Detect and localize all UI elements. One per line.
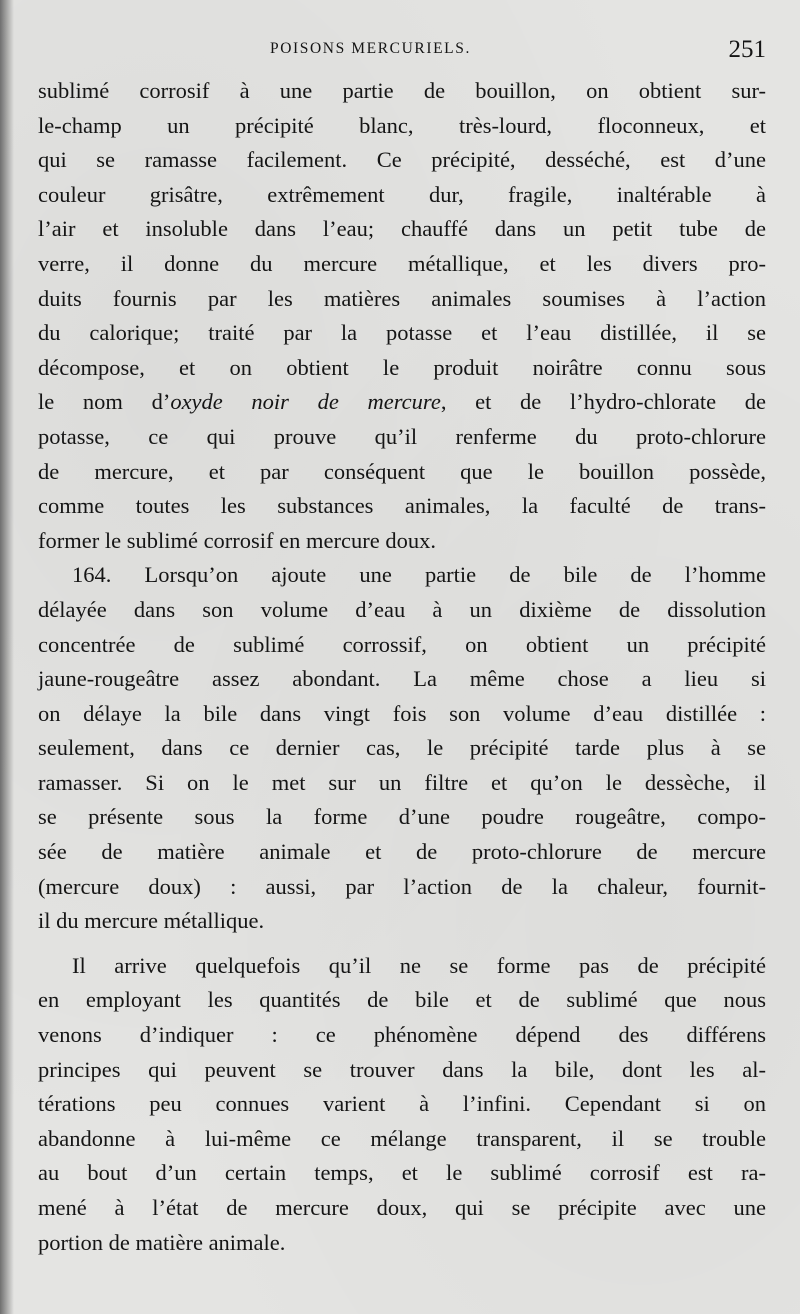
paragraph	[38, 949, 766, 1260]
text-line: sublimé corrosif à une partie de bouillon, on obtient sur-	[38, 78, 766, 103]
text-line: délayée dans son volume d’eau à un dixième de dissolution	[38, 596, 766, 622]
text-line: décompose, et on obtient le produit noirâtre connu sous	[38, 354, 766, 380]
text-line: verre, il donne du mercure métallique, et les divers pro-	[38, 250, 766, 276]
text-line: du calorique; traité par la potasse et l’eau distillée, il se	[38, 320, 766, 346]
text-line: ramasser. Si on le met sur un filtre et qu’on le dessèche, il	[38, 769, 766, 795]
running-head: POISONS MERCURIELS.	[270, 40, 471, 57]
text-line: couleur grisâtre, extrêmement dur, fragile, inaltérable à	[38, 181, 766, 207]
text-line: former le sublimé corrosif en mercure doux.	[38, 527, 436, 553]
text-line: qui se ramasse facilement. Ce précipité, desséché, est d’une	[38, 147, 766, 173]
text-line	[38, 385, 766, 420]
text-line: se présente sous la forme d’une poudre rougeâtre, compo-	[38, 804, 766, 830]
text-line: comme toutes les substances animales, la faculté de trans-	[38, 493, 766, 519]
text-line: duits fournis par les matières animales soumises à l’action	[38, 285, 766, 311]
text-line: il du mercure métallique.	[38, 908, 265, 934]
page-header	[38, 36, 766, 66]
text-line: concentrée de sublimé corrossif, on obtient un précipité	[38, 631, 766, 657]
text-line: au bout d’un certain temps, et le sublimé corrosif est ra-	[38, 1160, 766, 1186]
text-line: on délaye la bile dans vingt fois son volume d’eau distillée :	[38, 700, 766, 726]
text-line: 164. Lorsqu’on ajoute une partie de bile de l’homme	[72, 562, 766, 588]
text-line: Il arrive quelquefois qu’il ne se forme pas de précipité	[72, 952, 766, 978]
page-gutter-shadow	[0, 0, 14, 1314]
text-line: en employant les quantités de bile et de sublimé que nous	[38, 987, 766, 1013]
text-line: seulement, dans ce dernier cas, le précipité tarde plus à se	[38, 735, 766, 761]
page-number: 251	[728, 36, 766, 63]
text-line: potasse, ce qui prouve qu’il renferme du proto-chlorure	[38, 423, 766, 449]
text-line: portion de matière animale.	[38, 1229, 286, 1255]
text-line: (mercure doux) : aussi, par l’action de la chaleur, fournit-	[38, 873, 766, 899]
text-line: térations peu connues varient à l’infini. Cependant si on	[38, 1091, 766, 1117]
text-segment: , et de l’hydro-chlorate de	[440, 389, 766, 415]
text-line: abandonne à lui-même ce mélange transparent, il se trouble	[38, 1125, 766, 1151]
text-line: l’air et insoluble dans l’eau; chauffé dans un petit tube de	[38, 216, 766, 242]
text-line: venons d’indiquer : ce phénomène dépend des différens	[38, 1022, 766, 1048]
paragraph	[38, 74, 766, 558]
text-line: jaune-rougeâtre assez abondant. La même chose a lieu si	[38, 666, 766, 692]
paragraph-gap	[38, 939, 766, 949]
body-text	[38, 74, 766, 1260]
paragraph	[38, 558, 766, 939]
text-segment: le nom d’	[38, 389, 171, 415]
italic-term: oxyde noir de mercure	[170, 389, 441, 415]
text-line: mené à l’état de mercure doux, qui se précipite avec une	[38, 1195, 766, 1220]
text-line: principes qui peuvent se trouver dans la bile, dont les al-	[38, 1056, 766, 1082]
text-line: de mercure, et par conséquent que le bouillon possède,	[38, 458, 766, 484]
text-line: sée de matière animale et de proto-chlorure de mercure	[38, 839, 766, 865]
text-line: le-champ un précipité blanc, très-lourd, floconneux, et	[38, 112, 766, 138]
